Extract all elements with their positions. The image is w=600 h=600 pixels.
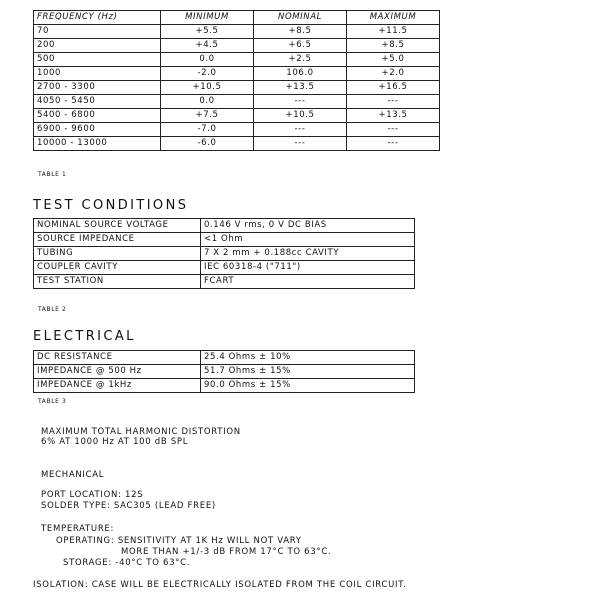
test-conditions-heading: TEST CONDITIONS [33,198,189,213]
maximum-cell: +13.5 [347,109,440,123]
condition-label: NOMINAL SOURCE VOLTAGE [34,219,201,233]
table-2-caption: TABLE 2 [38,306,67,313]
frequency-cell: 2700 - 3300 [34,81,161,95]
header-frequency: FREQUENCY (Hz) [34,11,161,25]
table-row [34,233,415,247]
frequency-cell: 70 [34,25,161,39]
electrical-heading: ELECTRICAL [33,329,136,344]
table-row [34,137,440,151]
frequency-cell: 1000 [34,67,161,81]
electrical-table [33,350,415,393]
table-row [34,123,440,137]
nominal-cell: +10.5 [254,109,347,123]
table-row [34,25,440,39]
condition-label: TUBING [34,247,201,261]
condition-label: SOURCE IMPEDANCE [34,233,201,247]
operating-line-2: MORE THAN +1/-3 dB FROM 17°C TO 63°C. [121,547,332,557]
condition-value: 7 X 2 mm + 0.188cc CAVITY [201,247,415,261]
table-row [34,53,440,67]
electrical-label: DC RESISTANCE [34,351,201,365]
nominal-cell: +2.5 [254,53,347,67]
frequency-cell: 6900 - 9600 [34,123,161,137]
storage-temperature: STORAGE: -40°C TO 63°C. [63,558,191,568]
condition-value: FCART [201,275,415,289]
condition-value: <1 Ohm [201,233,415,247]
table-row [34,81,440,95]
maximum-cell: +5.0 [347,53,440,67]
header-maximum: MAXIMUM [347,11,440,25]
maximum-cell: +8.5 [347,39,440,53]
frequency-cell: 4050 - 5450 [34,95,161,109]
table-row [34,351,415,365]
electrical-value: 51.7 Ohms ± 15% [201,365,415,379]
nominal-cell: --- [254,123,347,137]
maximum-cell: --- [347,123,440,137]
minimum-cell: -6.0 [161,137,254,151]
nominal-cell: --- [254,95,347,109]
condition-label: TEST STATION [34,275,201,289]
test-conditions-table [33,218,415,289]
minimum-cell: +10.5 [161,81,254,95]
port-location: PORT LOCATION: 12S [41,490,144,500]
header-minimum: MINIMUM [161,11,254,25]
electrical-label: IMPEDANCE @ 500 Hz [34,365,201,379]
minimum-cell: 0.0 [161,53,254,67]
table-row [34,365,415,379]
frequency-cell: 500 [34,53,161,67]
table-row [34,39,440,53]
header-nominal: NOMINAL [254,11,347,25]
isolation-note: ISOLATION: CASE WILL BE ELECTRICALLY ISOLATED FROM THE COIL CIRCUIT. [33,580,407,590]
frequency-cell: 5400 - 6800 [34,109,161,123]
maximum-cell: --- [347,95,440,109]
table-header-row [34,11,440,25]
nominal-cell: +6.5 [254,39,347,53]
table-row [34,261,415,275]
electrical-label: IMPEDANCE @ 1kHz [34,379,201,393]
maximum-cell: --- [347,137,440,151]
minimum-cell: 0.0 [161,95,254,109]
mechanical-label: MECHANICAL [41,470,105,480]
maximum-cell: +2.0 [347,67,440,81]
thd-line-1: MAXIMUM TOTAL HARMONIC DISTORTION [41,427,241,437]
minimum-cell: -2.0 [161,67,254,81]
condition-label: COUPLER CAVITY [34,261,201,275]
maximum-cell: +16.5 [347,81,440,95]
minimum-cell: +5.5 [161,25,254,39]
table-1-caption: TABLE 1 [38,171,67,178]
minimum-cell: -7.0 [161,123,254,137]
temperature-label: TEMPERATURE: [41,524,115,534]
thd-line-2: 6% AT 1000 Hz AT 100 dB SPL [41,437,189,447]
maximum-cell: +11.5 [347,25,440,39]
table-row [34,67,440,81]
solder-type: SOLDER TYPE: SAC305 (LEAD FREE) [41,501,216,511]
frequency-response-table [33,10,440,151]
electrical-value: 90.0 Ohms ± 15% [201,379,415,393]
nominal-cell: --- [254,137,347,151]
nominal-cell: 106.0 [254,67,347,81]
table-row [34,219,415,233]
table-row [34,109,440,123]
nominal-cell: +13.5 [254,81,347,95]
condition-value: 0.146 V rms, 0 V DC BIAS [201,219,415,233]
table-row [34,275,415,289]
table-3-caption: TABLE 3 [38,398,67,405]
table-row [34,247,415,261]
table-row [34,379,415,393]
frequency-cell: 200 [34,39,161,53]
nominal-cell: +8.5 [254,25,347,39]
frequency-cell: 10000 - 13000 [34,137,161,151]
electrical-value: 25.4 Ohms ± 10% [201,351,415,365]
minimum-cell: +4.5 [161,39,254,53]
condition-value: IEC 60318-4 ("711") [201,261,415,275]
operating-line-1: OPERATING: SENSITIVITY AT 1K Hz WILL NOT VARY [56,536,302,546]
minimum-cell: +7.5 [161,109,254,123]
table-row [34,95,440,109]
